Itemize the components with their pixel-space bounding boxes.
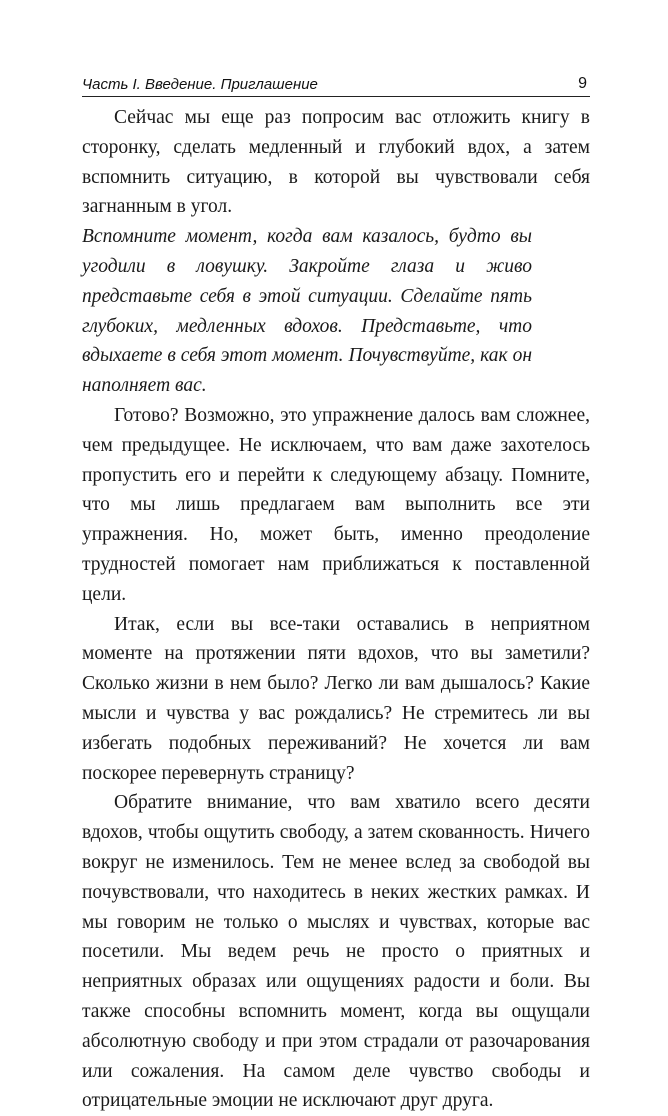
- paragraph-4: Обратите внимание, что вам хватило всего десяти вдохов, чтобы ощутить свободу, а затем скованность. Ничего вокруг не изменилось. Тем не менее вслед за свободой вы почувствовали, что находитесь в неких жестких рамках. И мы говорим не только о мыслях и чувствах, которые вас посетили. Мы ведем речь не просто о приятных и неприятных образах или ощущениях радости и боли. Вы также способны вспомнить момент, когда вы ощущали абсолютную свободу и при этом страдали от разочарования или сожаления. На самом деле чувство свободы и отрицательные эмоции не исключают друг друга.: [82, 792, 590, 1112]
- paragraph-3: Итак, если вы все-таки оставались в неприятном моменте на протяжении пяти вдохов, что вы заметили? Сколько жизни в нем было? Легко ли вам дышалось? Какие мысли и чувства у вас рождались? Не стремитесь ли вы избегать подобных переживаний? Не хочется ли вам поскорее перевернуть страницу?: [82, 613, 590, 784]
- paragraph-1: Сейчас мы еще раз попросим вас отложить книгу в сторонку, сделать медленный и глубокий вдох, а затем вспомнить ситуацию, в которой вы чувствовали себя загнанным в угол.: [82, 107, 590, 218]
- running-header: [82, 72, 590, 97]
- header-title: Часть I. Введение. Приглашение: [82, 76, 318, 93]
- page-number: 9: [578, 75, 587, 92]
- exercise-quote: Вспомните момент, когда вам казалось, будто вы угодили в ловушку. Закройте глаза и живо представьте себя в этой ситуации. Сделайте пять глубоких, медленных вдохов. Представьте, что вдыхаете в себя этот момент. Почувствуйте, как он наполняет вас.: [82, 226, 532, 397]
- body-text: [82, 103, 590, 1116]
- paragraph-2: Готово? Возможно, это упражнение далось вам сложнее, чем предыдущее. Не исключаем, что вам даже захотелось пропустить его и перейти к следующему абзацу. Помните, что мы лишь предлагаем вам выполнить все эти упражнения. Но, может быть, именно преодоление трудностей помогает нам приближаться к поставленной цели.: [82, 404, 590, 605]
